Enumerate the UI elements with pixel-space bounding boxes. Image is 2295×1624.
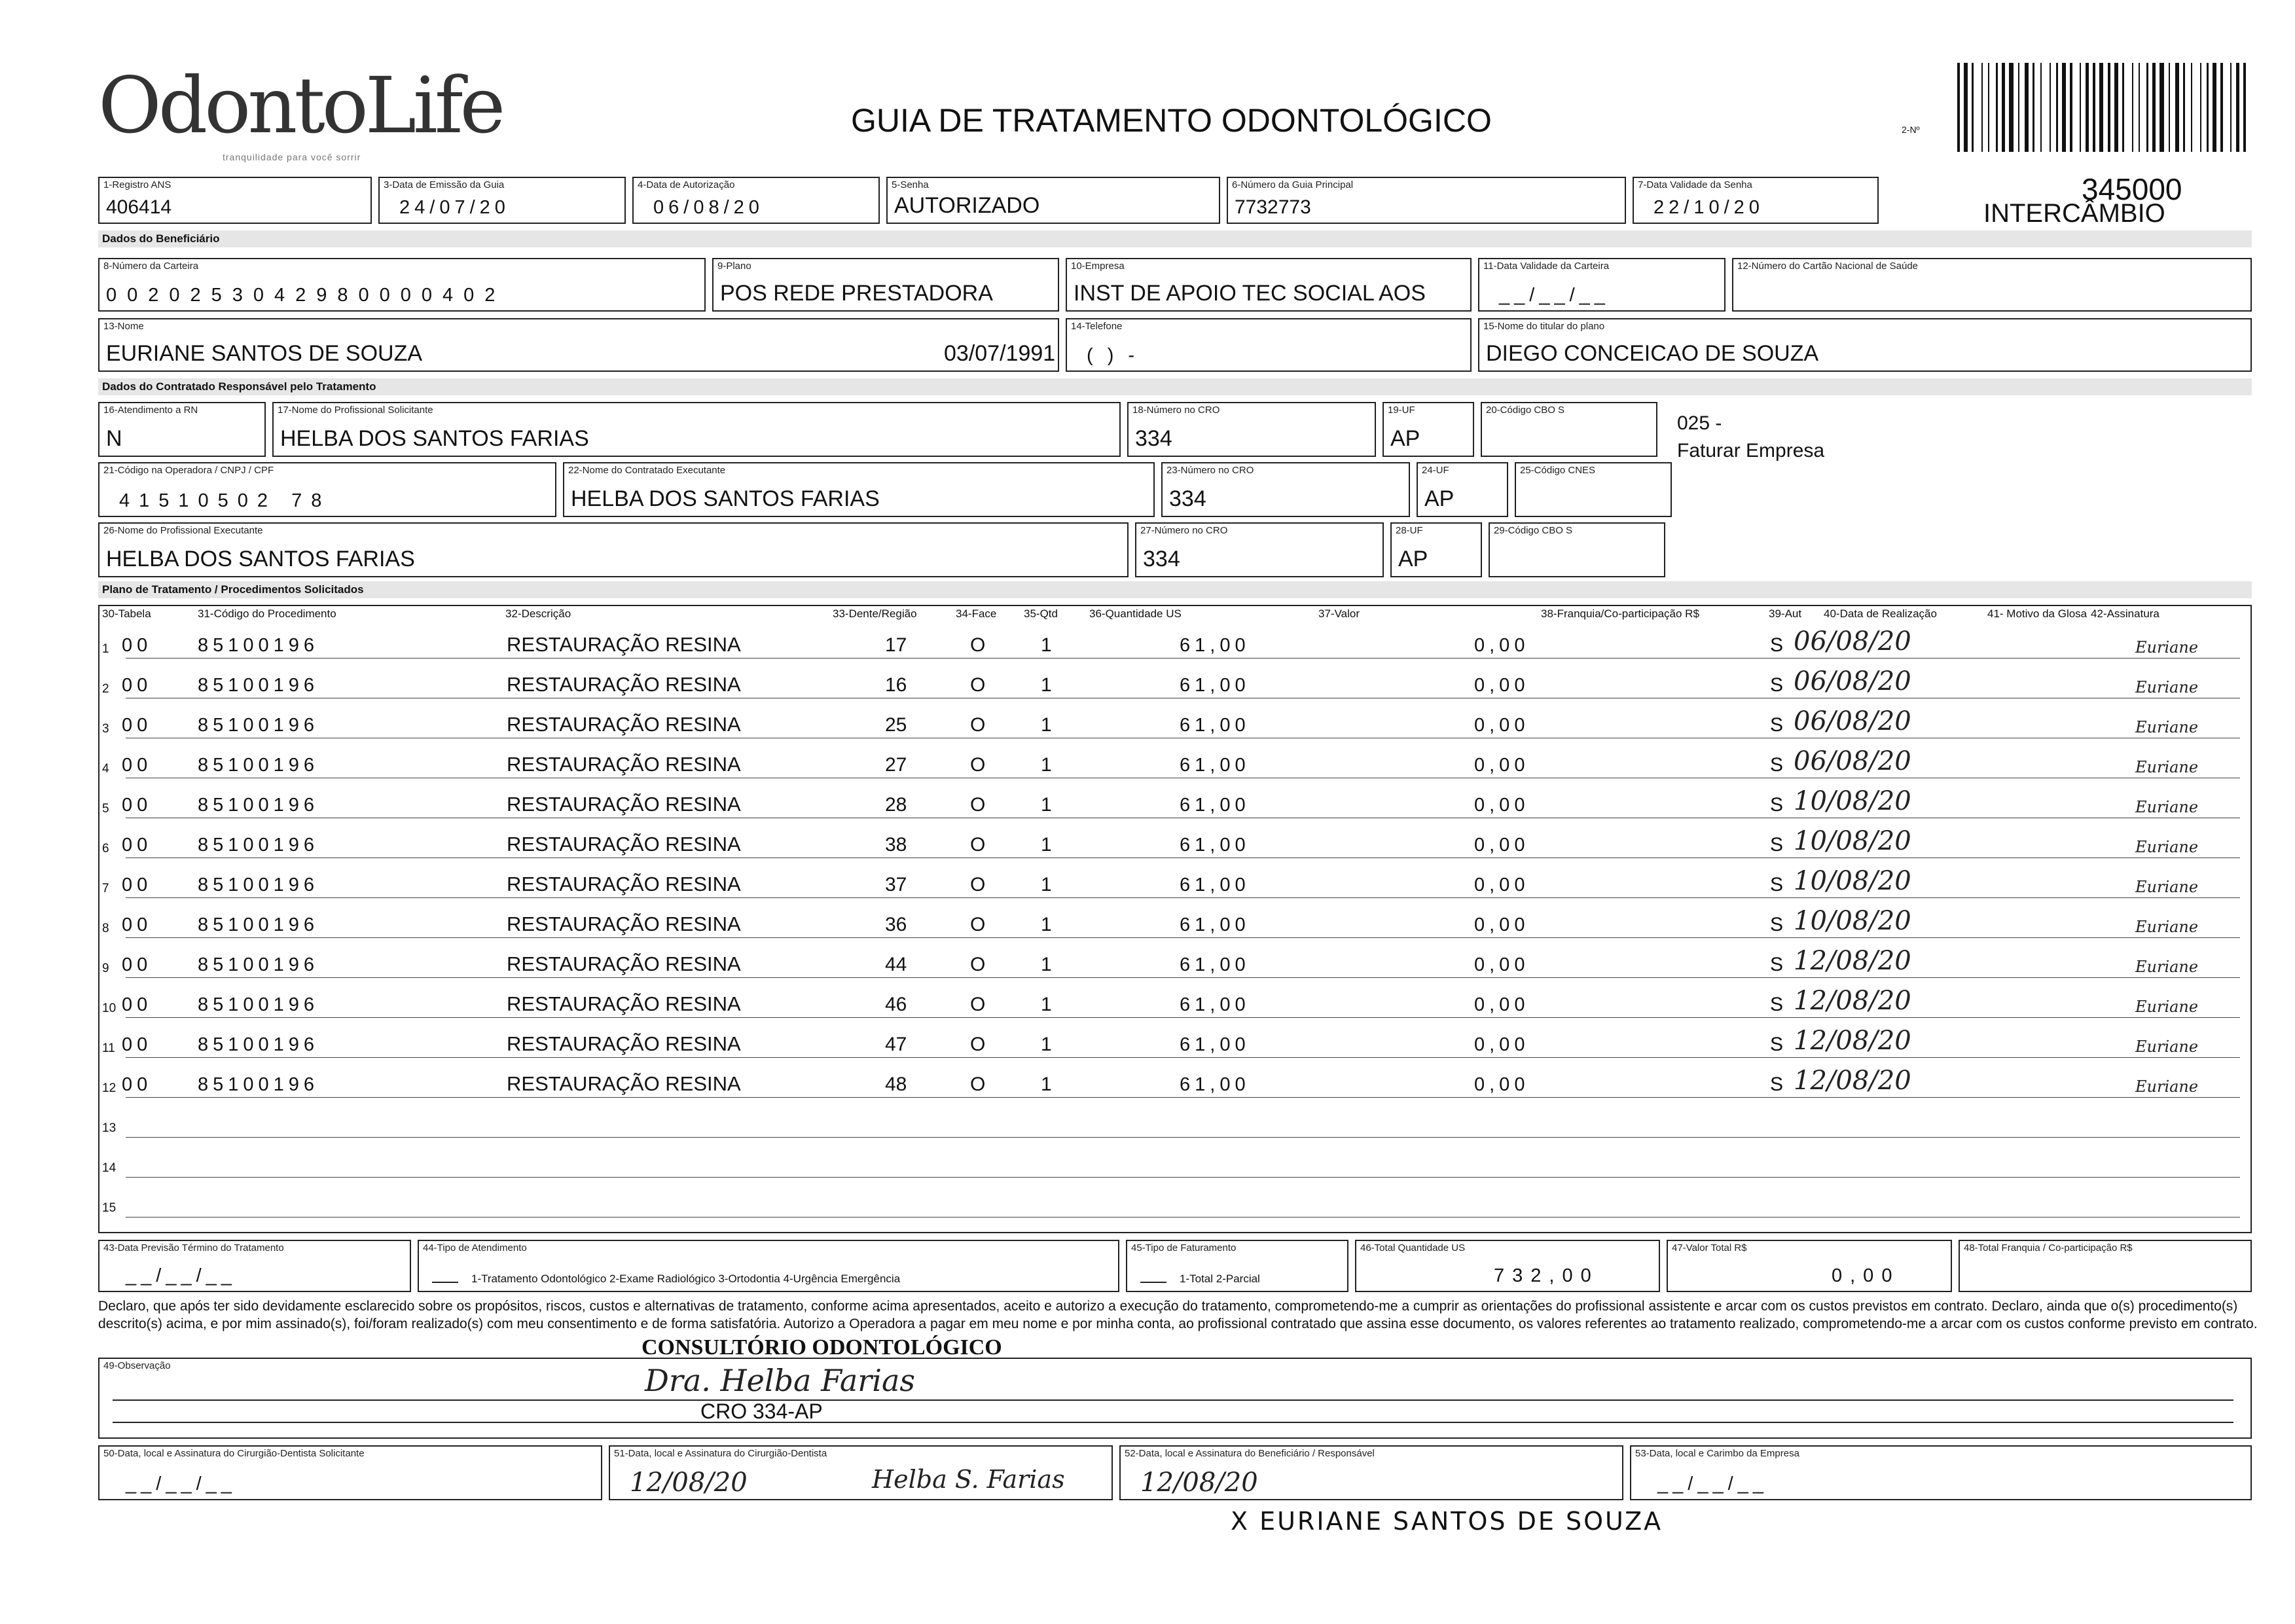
cell-us: 61,00 xyxy=(1180,715,1250,736)
logo: OdontoLife xyxy=(98,60,503,151)
cell-n: 9 xyxy=(102,962,109,975)
observacao-field: 49-Observação xyxy=(98,1358,2252,1439)
cell-codigo: 85100196 xyxy=(198,675,319,696)
intercambio-label: INTERCÂMBIO xyxy=(1983,199,2165,228)
table-row xyxy=(99,823,2250,863)
ass-beneficiario-field: 52-Data, local e Assinatura do Beneficiário / Responsável 12/08/20 xyxy=(1119,1445,1623,1500)
cell-n: 7 xyxy=(102,882,109,895)
plano-field: 9-Plano POS REDE PRESTADORA xyxy=(712,258,1059,312)
barcode xyxy=(1957,63,2252,152)
col-header-quantidade-us: 36-Quantidade US xyxy=(1089,607,1182,620)
cell-tabela: 00 xyxy=(122,914,153,935)
cell-us: 61,00 xyxy=(1180,1034,1250,1055)
cell-us: 61,00 xyxy=(1180,954,1250,975)
cell-data: 10/08/20 xyxy=(1794,906,1911,936)
empresa-field: 10-Empresa INST DE APOIO TEC SOCIAL AOS xyxy=(1066,258,1472,312)
section-contratado: Dados do Contratado Responsável pelo Tratamento xyxy=(98,378,2252,395)
cell-qtd: 1 xyxy=(1041,674,1052,696)
cell-codigo: 85100196 xyxy=(198,835,319,856)
senha-field: 5-Senha AUTORIZADO xyxy=(886,177,1220,224)
executante-signature: Helba S. Farias xyxy=(872,1465,1065,1494)
cell-codigo: 85100196 xyxy=(198,914,319,935)
nome-field: 13-Nome EURIANE SANTOS DE SOUZA 03/07/1991 xyxy=(98,318,1059,372)
cartao-saude-field: 12-Número do Cartão Nacional de Saúde xyxy=(1732,258,2252,312)
cell-valor: 0,00 xyxy=(1474,875,1530,895)
cell-dente: 46 xyxy=(885,994,907,1015)
data-emissao-field: 3-Data de Emissão da Guia 24/07/20 xyxy=(378,177,626,224)
cell-n: 8 xyxy=(102,922,109,935)
cell-face: O xyxy=(970,914,986,935)
faturar-text: Faturar Empresa xyxy=(1677,440,1825,461)
cell-dente: 25 xyxy=(885,714,907,736)
cell-data: 06/08/20 xyxy=(1794,706,1911,736)
cell-us: 61,00 xyxy=(1180,875,1250,895)
cell-assinatura: Euriane xyxy=(2135,638,2199,657)
cell-qtd: 1 xyxy=(1041,754,1052,776)
prof-executante-field: 26-Nome do Profissional Executante HELBA DOS SANTOS FARIAS xyxy=(98,522,1129,577)
stamp-name: Dra. Helba Farias xyxy=(645,1363,916,1398)
cell-n: 13 xyxy=(102,1121,117,1135)
cell-face: O xyxy=(970,714,986,736)
col-header-assinatura: 42-Assinatura xyxy=(2091,607,2159,620)
cell-valor: 0,00 xyxy=(1474,954,1530,975)
cell-face: O xyxy=(970,994,986,1015)
cro-executante-field: 23-Número no CRO 334 xyxy=(1161,462,1410,517)
ass-solicitante-field: 50-Data, local e Assinatura do Cirurgião-Dentista Solicitante __/__/__ xyxy=(98,1445,602,1500)
cell-assinatura: Euriane xyxy=(2135,1077,2199,1096)
cell-tabela: 00 xyxy=(122,1034,153,1055)
cell-aut: S xyxy=(1770,794,1784,816)
cell-aut: S xyxy=(1770,754,1784,776)
cell-us: 61,00 xyxy=(1180,675,1250,696)
cell-qtd: 1 xyxy=(1041,994,1052,1015)
cell-tabela: 00 xyxy=(122,635,153,656)
table-row xyxy=(99,743,2250,783)
cell-us: 61,00 xyxy=(1180,755,1250,776)
cell-descricao: RESTAURAÇÃO RESINA xyxy=(507,633,741,656)
cell-valor: 0,00 xyxy=(1474,755,1530,776)
cell-assinatura: Euriane xyxy=(2135,998,2199,1016)
cell-n: 14 xyxy=(102,1161,117,1175)
cell-valor: 0,00 xyxy=(1474,1074,1530,1095)
cell-qtd: 1 xyxy=(1041,1074,1052,1095)
cell-aut: S xyxy=(1770,634,1784,656)
col-header-franquia: 38-Franquia/Co-participação R$ xyxy=(1541,607,1699,620)
cell-dente: 47 xyxy=(885,1034,907,1055)
cell-tabela: 00 xyxy=(122,875,153,895)
cell-us: 61,00 xyxy=(1180,1074,1250,1095)
uf-profissional-field: 28-UF AP xyxy=(1390,522,1482,577)
valor-total-field: 47-Valor Total R$ 0,00 xyxy=(1667,1240,1952,1292)
cell-assinatura: Euriane xyxy=(2135,798,2199,816)
cell-data: 06/08/20 xyxy=(1794,626,1911,657)
cell-valor: 0,00 xyxy=(1474,994,1530,1015)
cell-n: 2 xyxy=(102,682,109,696)
cell-data: 06/08/20 xyxy=(1794,746,1911,776)
faturar-code: 025 - xyxy=(1677,412,1722,434)
guide-number: 345000 xyxy=(2082,172,2182,206)
cell-face: O xyxy=(970,1074,986,1095)
logo-tagline: tranquilidade para você sorrir xyxy=(223,152,361,162)
col-header-descricao: 32-Descrição xyxy=(505,607,571,620)
table-row xyxy=(99,703,2250,743)
col-header-tabela: 30-Tabela xyxy=(102,607,151,620)
cell-codigo: 85100196 xyxy=(198,954,319,975)
cell-dente: 17 xyxy=(885,634,907,656)
numero-label: 2-Nº xyxy=(1902,124,1920,135)
guia-principal-field: 6-Número da Guia Principal 7732773 xyxy=(1227,177,1626,224)
cell-data: 10/08/20 xyxy=(1794,786,1911,816)
cell-descricao: RESTAURAÇÃO RESINA xyxy=(507,1032,741,1055)
previsao-field: 43-Data Previsão Término do Tratamento __/__/__ xyxy=(98,1240,411,1292)
carteira-field: 8-Número da Carteira 0020253042980000402 xyxy=(98,258,706,312)
cell-dente: 37 xyxy=(885,874,907,895)
cell-valor: 0,00 xyxy=(1474,835,1530,856)
cell-qtd: 1 xyxy=(1041,834,1052,856)
cell-n: 10 xyxy=(102,1001,117,1015)
cell-data: 06/08/20 xyxy=(1794,666,1911,696)
cell-assinatura: Euriane xyxy=(2135,958,2199,976)
col-header-data: 40-Data de Realização xyxy=(1824,607,1937,620)
declaracao-text: Declaro, que após ter sido devidamente esclarecido sobre os propósitos, riscos, custos e alternativas de tratamento, conforme acima apresentados, aceito e autorizo a execução do tratamento, comprometendo-me a cumprir as orientações do profissional assistente e arcar com os custos previstos em contrato. Declaro, ainda que o(s) procedimento(s) descrito(s) acima, e por mim assinado(s), foi/foram realizado(s) com meu consentimento e de forma satisfatória. Autorizo a Operadora a pagar em meu nome e por minha conta, ao profissional contratado que assina esse documento, os valores referentes ao tratamento realizado, comprometendo-me a arcar com os custos conforme previsto em contrato. xyxy=(98,1299,2258,1331)
solicitante-field: 17-Nome do Profissional Solicitante HELBA DOS SANTOS FARIAS xyxy=(272,402,1121,457)
total-us-field: 46-Total Quantidade US 732,00 xyxy=(1355,1240,1660,1292)
page-title: GUIA DE TRATAMENTO ODONTOLÓGICO xyxy=(851,102,1492,139)
cell-codigo: 85100196 xyxy=(198,755,319,776)
table-row xyxy=(99,943,2250,983)
beneficiary-signature: X EURIANE SANTOS DE SOUZA xyxy=(1231,1507,1663,1536)
stamp-cro: CRO 334-AP xyxy=(700,1399,823,1423)
cell-assinatura: Euriane xyxy=(2135,718,2199,736)
cell-data: 10/08/20 xyxy=(1794,866,1911,896)
cell-dente: 16 xyxy=(885,674,907,696)
uf-solicitante-field: 19-UF AP xyxy=(1382,402,1474,457)
cell-aut: S xyxy=(1770,874,1784,895)
cell-assinatura: Euriane xyxy=(2135,678,2199,696)
cell-aut: S xyxy=(1770,954,1784,975)
cell-n: 5 xyxy=(102,802,109,816)
section-plano: Plano de Tratamento / Procedimentos Solicitados xyxy=(98,581,2252,598)
cell-codigo: 85100196 xyxy=(198,795,319,816)
cell-data: 12/08/20 xyxy=(1794,1026,1911,1056)
cell-dente: 48 xyxy=(885,1074,907,1095)
cell-data: 12/08/20 xyxy=(1794,986,1911,1016)
cell-descricao: RESTAURAÇÃO RESINA xyxy=(507,1072,741,1095)
cell-dente: 28 xyxy=(885,794,907,816)
cell-dente: 27 xyxy=(885,754,907,776)
cell-qtd: 1 xyxy=(1041,714,1052,736)
cell-us: 61,00 xyxy=(1180,795,1250,816)
cell-us: 61,00 xyxy=(1180,914,1250,935)
cell-aut: S xyxy=(1770,1074,1784,1095)
table-row xyxy=(99,1022,2250,1062)
cell-tabela: 00 xyxy=(122,795,153,816)
executante-field: 22-Nome do Contratado Executante HELBA DOS SANTOS FARIAS xyxy=(563,462,1155,517)
cell-n: 1 xyxy=(102,642,109,656)
cell-tabela: 00 xyxy=(122,715,153,736)
table-row xyxy=(99,1102,2250,1142)
cell-tabela: 00 xyxy=(122,675,153,696)
cell-tabela: 00 xyxy=(122,755,153,776)
cell-assinatura: Euriane xyxy=(2135,838,2199,856)
cell-assinatura: Euriane xyxy=(2135,1038,2199,1056)
cell-aut: S xyxy=(1770,1034,1784,1055)
cell-qtd: 1 xyxy=(1041,634,1052,656)
cell-descricao: RESTAURAÇÃO RESINA xyxy=(507,912,741,935)
validade-senha-field: 7-Data Validade da Senha 22/10/20 xyxy=(1633,177,1879,224)
table-row xyxy=(99,623,2250,663)
cell-descricao: RESTAURAÇÃO RESINA xyxy=(507,873,741,895)
cell-dente: 38 xyxy=(885,834,907,856)
cell-face: O xyxy=(970,954,986,975)
cell-aut: S xyxy=(1770,834,1784,856)
cell-face: O xyxy=(970,634,986,656)
cell-face: O xyxy=(970,874,986,895)
cell-descricao: RESTAURAÇÃO RESINA xyxy=(507,952,741,975)
cell-codigo: 85100196 xyxy=(198,994,319,1015)
cnes-field: 25-Código CNES xyxy=(1515,462,1672,517)
cell-qtd: 1 xyxy=(1041,794,1052,816)
table-row xyxy=(99,1062,2250,1102)
cell-face: O xyxy=(970,834,986,856)
cell-us: 61,00 xyxy=(1180,994,1250,1015)
registro-ans-field: 1-Registro ANS 406414 xyxy=(98,177,372,224)
cell-valor: 0,00 xyxy=(1474,635,1530,656)
cell-codigo: 85100196 xyxy=(198,1074,319,1095)
col-header-glosa: 41- Motivo da Glosa xyxy=(1987,607,2087,620)
atendimento-rn-field: 16-Atendimento a RN N xyxy=(98,402,266,457)
cell-descricao: RESTAURAÇÃO RESINA xyxy=(507,992,741,1015)
cbo-solicitante-field: 20-Código CBO S xyxy=(1481,402,1657,457)
codigo-operadora-field: 21-Código na Operadora / CNPJ / CPF 41510502 78 xyxy=(98,462,556,517)
cell-codigo: 85100196 xyxy=(198,715,319,736)
cell-dente: 44 xyxy=(885,954,907,975)
cell-tabela: 00 xyxy=(122,954,153,975)
cell-tabela: 00 xyxy=(122,1074,153,1095)
cell-qtd: 1 xyxy=(1041,1034,1052,1055)
data-autorizacao-field: 4-Data de Autorização 06/08/20 xyxy=(632,177,880,224)
cell-n: 4 xyxy=(102,762,109,776)
cell-qtd: 1 xyxy=(1041,954,1052,975)
validade-carteira-field: 11-Data Validade da Carteira __/__/__ xyxy=(1478,258,1726,312)
cell-tabela: 00 xyxy=(122,994,153,1015)
table-row xyxy=(99,863,2250,903)
cell-qtd: 1 xyxy=(1041,914,1052,935)
cell-valor: 0,00 xyxy=(1474,795,1530,816)
col-header-face: 34-Face xyxy=(956,607,997,620)
cell-us: 61,00 xyxy=(1180,835,1250,856)
cell-aut: S xyxy=(1770,994,1784,1015)
col-header-qtd: 35-Qtd xyxy=(1024,607,1058,620)
cell-aut: S xyxy=(1770,914,1784,935)
cell-data: 12/08/20 xyxy=(1794,1066,1911,1096)
cell-codigo: 85100196 xyxy=(198,875,319,895)
total-franquia-field: 48-Total Franquia / Co-participação R$ xyxy=(1959,1240,2252,1292)
cell-n: 3 xyxy=(102,722,109,736)
cell-assinatura: Euriane xyxy=(2135,878,2199,896)
cell-valor: 0,00 xyxy=(1474,1034,1530,1055)
cell-valor: 0,00 xyxy=(1474,675,1530,696)
cell-descricao: RESTAURAÇÃO RESINA xyxy=(507,833,741,856)
cell-qtd: 1 xyxy=(1041,874,1052,895)
cell-dente: 36 xyxy=(885,914,907,935)
cell-codigo: 85100196 xyxy=(198,635,319,656)
cell-aut: S xyxy=(1770,714,1784,736)
col-header-valor: 37-Valor xyxy=(1318,607,1360,620)
cell-us: 61,00 xyxy=(1180,635,1250,656)
tipo-atendimento-field: 44-Tipo de Atendimento 1-Tratamento Odontológico 2-Exame Radiológico 3-Ortodontia 4-Urgência Emergência xyxy=(418,1240,1119,1292)
cell-data: 10/08/20 xyxy=(1794,826,1911,856)
col-header-codigo: 31-Código do Procedimento xyxy=(198,607,336,620)
section-beneficiario: Dados do Beneficiário xyxy=(98,230,2252,247)
tipo-faturamento-field: 45-Tipo de Faturamento 1-Total 2-Parcial xyxy=(1126,1240,1348,1292)
ass-executante-field: 51-Data, local e Assinatura do Cirurgião-Dentista 12/08/20 Helba S. Farias xyxy=(609,1445,1113,1500)
cell-valor: 0,00 xyxy=(1474,914,1530,935)
cell-descricao: RESTAURAÇÃO RESINA xyxy=(507,753,741,776)
carimbo-empresa-field: 53-Data, local e Carimbo da Empresa __/__/__ xyxy=(1630,1445,2252,1500)
cell-n: 11 xyxy=(102,1041,115,1055)
cell-n: 15 xyxy=(102,1201,117,1215)
cell-assinatura: Euriane xyxy=(2135,758,2199,776)
table-row xyxy=(99,1182,2250,1222)
table-row xyxy=(99,1142,2250,1182)
cell-assinatura: Euriane xyxy=(2135,918,2199,936)
cell-face: O xyxy=(970,754,986,776)
uf-executante-field: 24-UF AP xyxy=(1417,462,1508,517)
stamp-title: CONSULTÓRIO ODONTOLÓGICO xyxy=(642,1335,1002,1360)
cbo-profissional-field: 29-Código CBO S xyxy=(1489,522,1665,577)
cell-aut: S xyxy=(1770,674,1784,696)
table-row xyxy=(99,903,2250,943)
cro-profissional-field: 27-Número no CRO 334 xyxy=(1135,522,1384,577)
cell-valor: 0,00 xyxy=(1474,715,1530,736)
data-nascimento: 03/07/1991 xyxy=(944,341,1056,366)
cell-n: 6 xyxy=(102,842,109,856)
cell-face: O xyxy=(970,794,986,816)
cell-codigo: 85100196 xyxy=(198,1034,319,1055)
cell-descricao: RESTAURAÇÃO RESINA xyxy=(507,793,741,816)
procedures-table xyxy=(98,605,2252,1233)
cell-tabela: 00 xyxy=(122,835,153,856)
table-row xyxy=(99,983,2250,1022)
cell-descricao: RESTAURAÇÃO RESINA xyxy=(507,713,741,736)
cell-descricao: RESTAURAÇÃO RESINA xyxy=(507,673,741,696)
cell-face: O xyxy=(970,674,986,696)
cell-data: 12/08/20 xyxy=(1794,946,1911,976)
titular-field: 15-Nome do titular do plano DIEGO CONCEICAO DE SOUZA xyxy=(1478,318,2252,372)
cro-solicitante-field: 18-Número no CRO 334 xyxy=(1127,402,1376,457)
telefone-field: 14-Telefone ( ) - xyxy=(1066,318,1472,372)
col-header-aut: 39-Aut xyxy=(1769,607,1802,620)
table-row xyxy=(99,783,2250,823)
col-header-dente: 33-Dente/Região xyxy=(833,607,917,620)
cell-face: O xyxy=(970,1034,986,1055)
cell-n: 12 xyxy=(102,1081,117,1095)
table-row xyxy=(99,663,2250,703)
